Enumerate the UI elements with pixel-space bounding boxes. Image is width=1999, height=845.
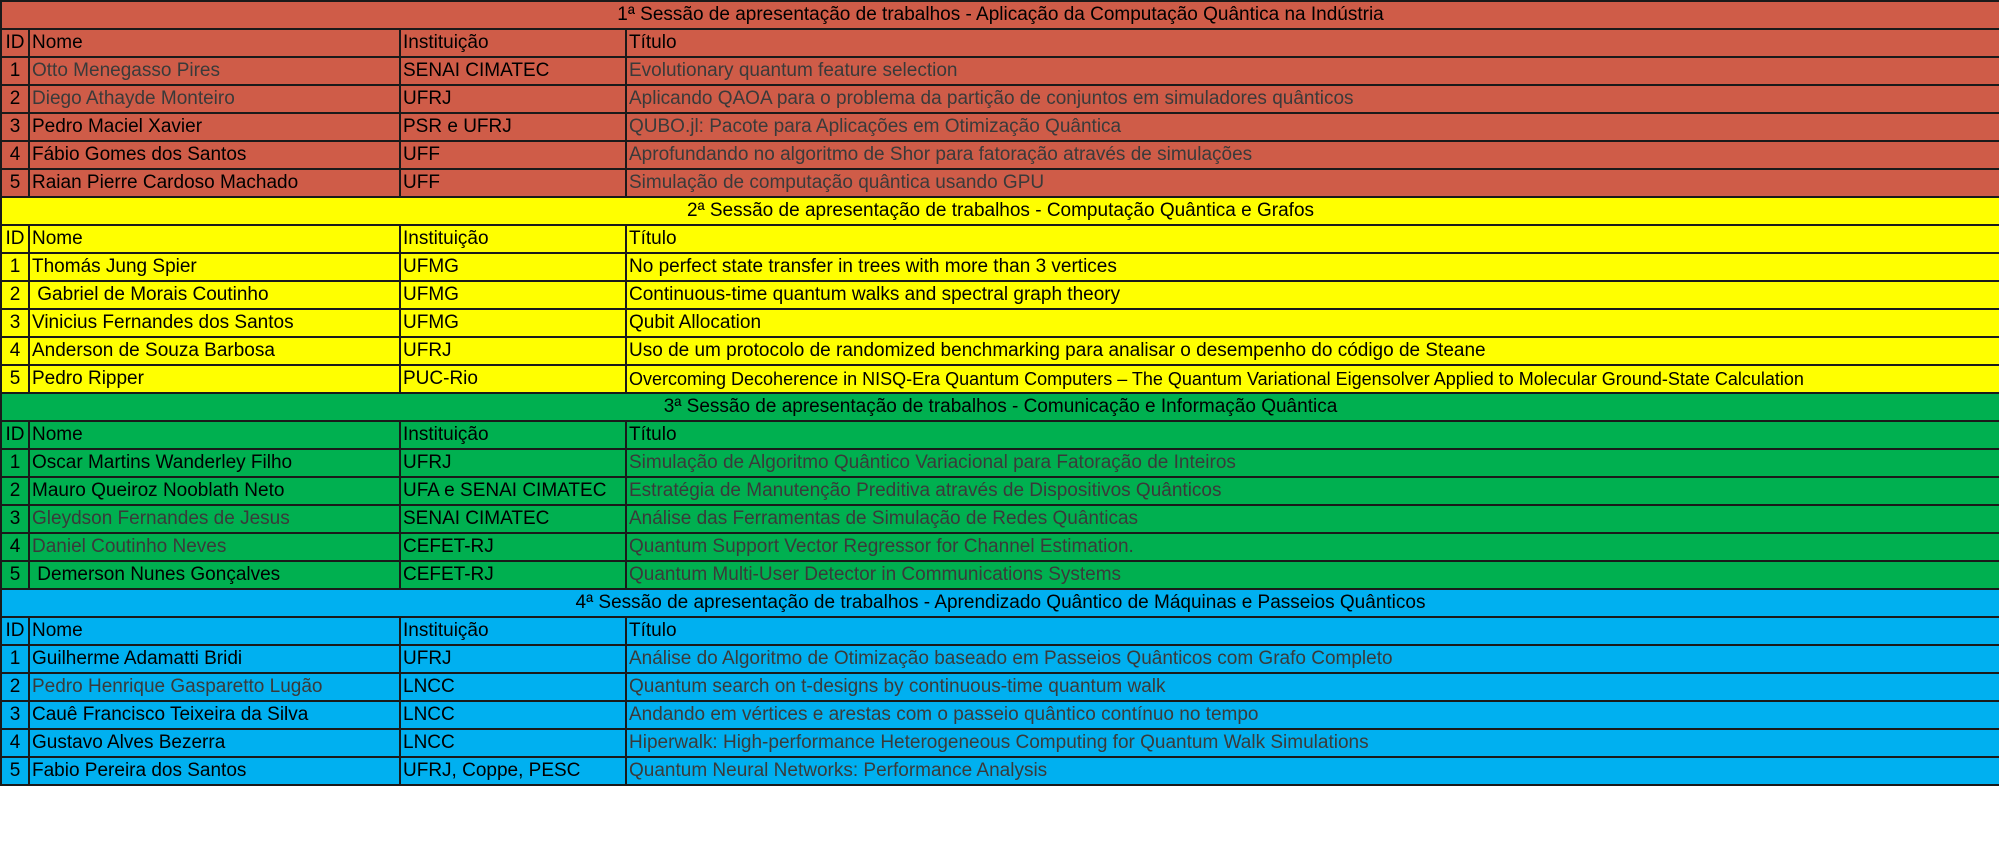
row-title: Simulação de Algoritmo Quântico Variacional para Fatoração de Inteiros bbox=[626, 449, 1999, 477]
table-row bbox=[1, 757, 1999, 785]
table-row bbox=[1, 673, 1999, 701]
row-name: Gabriel de Morais Coutinho bbox=[29, 281, 400, 309]
column-header-id: ID bbox=[1, 421, 29, 449]
session-4-heading: 4ª Sessão de apresentação de trabalhos - Aprendizado Quântico de Máquinas e Passeios Quânticos bbox=[1, 589, 1999, 617]
row-name: Raian Pierre Cardoso Machado bbox=[29, 169, 400, 197]
row-institution: UFF bbox=[400, 169, 626, 197]
row-title: Simulação de computação quântica usando GPU bbox=[626, 169, 1999, 197]
table-row bbox=[1, 701, 1999, 729]
session-3-heading-row bbox=[1, 393, 1999, 421]
row-name: Oscar Martins Wanderley Filho bbox=[29, 449, 400, 477]
row-institution: CEFET-RJ bbox=[400, 561, 626, 589]
column-header-title: Título bbox=[626, 421, 1999, 449]
row-name: Gleydson Fernandes de Jesus bbox=[29, 505, 400, 533]
row-title: Uso de um protocolo de randomized benchmarking para analisar o desempenho do código de Steane bbox=[626, 337, 1999, 365]
table-row bbox=[1, 533, 1999, 561]
row-title: Quantum Neural Networks: Performance Analysis bbox=[626, 757, 1999, 785]
row-title: Aplicando QAOA para o problema da partição de conjuntos em simuladores quânticos bbox=[626, 85, 1999, 113]
row-id: 3 bbox=[1, 701, 29, 729]
column-header-id: ID bbox=[1, 29, 29, 57]
row-name: Fábio Gomes dos Santos bbox=[29, 141, 400, 169]
table-row bbox=[1, 169, 1999, 197]
table-row bbox=[1, 281, 1999, 309]
column-header-name: Nome bbox=[29, 225, 400, 253]
column-header-name: Nome bbox=[29, 421, 400, 449]
session-4-header-row bbox=[1, 617, 1999, 645]
table-row bbox=[1, 141, 1999, 169]
row-id: 2 bbox=[1, 85, 29, 113]
column-header-name: Nome bbox=[29, 29, 400, 57]
row-id: 3 bbox=[1, 113, 29, 141]
row-id: 4 bbox=[1, 141, 29, 169]
row-institution: UFRJ bbox=[400, 85, 626, 113]
row-name: Gustavo Alves Bezerra bbox=[29, 729, 400, 757]
row-title: Continuous-time quantum walks and spectral graph theory bbox=[626, 281, 1999, 309]
row-name: Demerson Nunes Gonçalves bbox=[29, 561, 400, 589]
row-name: Thomás Jung Spier bbox=[29, 253, 400, 281]
row-institution: LNCC bbox=[400, 729, 626, 757]
row-title: Estratégia de Manutenção Preditiva através de Dispositivos Quânticos bbox=[626, 477, 1999, 505]
session-3-heading: 3ª Sessão de apresentação de trabalhos - Comunicação e Informação Quântica bbox=[1, 393, 1999, 421]
row-title: Overcoming Decoherence in NISQ-Era Quantum Computers – The Quantum Variational Eigensolver Applied to Molecular Ground-State Calculation bbox=[626, 365, 1999, 393]
table-row bbox=[1, 505, 1999, 533]
row-title: Evolutionary quantum feature selection bbox=[626, 57, 1999, 85]
row-title: Quantum Support Vector Regressor for Channel Estimation. bbox=[626, 533, 1999, 561]
row-name: Daniel Coutinho Neves bbox=[29, 533, 400, 561]
row-institution: UFRJ bbox=[400, 645, 626, 673]
row-title: Aprofundando no algoritmo de Shor para fatoração através de simulações bbox=[626, 141, 1999, 169]
table-row bbox=[1, 449, 1999, 477]
session-1-header-row bbox=[1, 29, 1999, 57]
row-id: 1 bbox=[1, 253, 29, 281]
row-institution: PUC-Rio bbox=[400, 365, 626, 393]
column-header-id: ID bbox=[1, 617, 29, 645]
row-institution: LNCC bbox=[400, 701, 626, 729]
row-name: Anderson de Souza Barbosa bbox=[29, 337, 400, 365]
row-institution: UFRJ, Coppe, PESC bbox=[400, 757, 626, 785]
column-header-title: Título bbox=[626, 29, 1999, 57]
row-institution: PSR e UFRJ bbox=[400, 113, 626, 141]
row-name: Pedro Ripper bbox=[29, 365, 400, 393]
row-institution: UFRJ bbox=[400, 449, 626, 477]
table-row bbox=[1, 561, 1999, 589]
row-id: 2 bbox=[1, 281, 29, 309]
session-2-header-row bbox=[1, 225, 1999, 253]
session-2-heading: 2ª Sessão de apresentação de trabalhos - Computação Quântica e Grafos bbox=[1, 197, 1999, 225]
column-header-institution: Instituição bbox=[400, 617, 626, 645]
table-row bbox=[1, 477, 1999, 505]
row-name: Vinicius Fernandes dos Santos bbox=[29, 309, 400, 337]
row-institution: CEFET-RJ bbox=[400, 533, 626, 561]
row-id: 1 bbox=[1, 449, 29, 477]
row-id: 1 bbox=[1, 57, 29, 85]
column-header-name: Nome bbox=[29, 617, 400, 645]
row-name: Fabio Pereira dos Santos bbox=[29, 757, 400, 785]
row-id: 3 bbox=[1, 505, 29, 533]
column-header-institution: Instituição bbox=[400, 225, 626, 253]
table-row bbox=[1, 85, 1999, 113]
row-id: 4 bbox=[1, 729, 29, 757]
row-id: 5 bbox=[1, 365, 29, 393]
row-name: Otto Menegasso Pires bbox=[29, 57, 400, 85]
row-institution: UFRJ bbox=[400, 337, 626, 365]
row-title: Qubit Allocation bbox=[626, 309, 1999, 337]
column-header-title: Título bbox=[626, 617, 1999, 645]
column-header-title: Título bbox=[626, 225, 1999, 253]
session-3-header-row bbox=[1, 421, 1999, 449]
row-institution: UFMG bbox=[400, 281, 626, 309]
row-id: 3 bbox=[1, 309, 29, 337]
session-1-heading-row bbox=[1, 1, 1999, 29]
row-institution: UFMG bbox=[400, 309, 626, 337]
row-id: 5 bbox=[1, 757, 29, 785]
row-title: Hiperwalk: High-performance Heterogeneous Computing for Quantum Walk Simulations bbox=[626, 729, 1999, 757]
row-id: 4 bbox=[1, 533, 29, 561]
session-2-heading-row bbox=[1, 197, 1999, 225]
table-row bbox=[1, 729, 1999, 757]
session-4-heading-row bbox=[1, 589, 1999, 617]
row-institution: LNCC bbox=[400, 673, 626, 701]
session-1-heading: 1ª Sessão de apresentação de trabalhos - Aplicação da Computação Quântica na Indústria bbox=[1, 1, 1999, 29]
row-name: Pedro Henrique Gasparetto Lugão bbox=[29, 673, 400, 701]
row-title: Quantum search on t-designs by continuous-time quantum walk bbox=[626, 673, 1999, 701]
row-title: Análise do Algoritmo de Otimização baseado em Passeios Quânticos com Grafo Completo bbox=[626, 645, 1999, 673]
table-row bbox=[1, 309, 1999, 337]
column-header-institution: Instituição bbox=[400, 421, 626, 449]
row-title: QUBO.jl: Pacote para Aplicações em Otimização Quântica bbox=[626, 113, 1999, 141]
row-id: 2 bbox=[1, 477, 29, 505]
row-institution: UFF bbox=[400, 141, 626, 169]
row-id: 4 bbox=[1, 337, 29, 365]
column-header-id: ID bbox=[1, 225, 29, 253]
table-row bbox=[1, 57, 1999, 85]
row-name: Guilherme Adamatti Bridi bbox=[29, 645, 400, 673]
row-name: Mauro Queiroz Nooblath Neto bbox=[29, 477, 400, 505]
row-name: Diego Athayde Monteiro bbox=[29, 85, 400, 113]
row-id: 5 bbox=[1, 561, 29, 589]
table-row bbox=[1, 365, 1999, 393]
row-institution: UFMG bbox=[400, 253, 626, 281]
table-row bbox=[1, 253, 1999, 281]
table-row bbox=[1, 113, 1999, 141]
row-id: 1 bbox=[1, 645, 29, 673]
row-institution: SENAI CIMATEC bbox=[400, 57, 626, 85]
row-name: Cauê Francisco Teixeira da Silva bbox=[29, 701, 400, 729]
row-institution: UFA e SENAI CIMATEC bbox=[400, 477, 626, 505]
column-header-institution: Instituição bbox=[400, 29, 626, 57]
row-id: 2 bbox=[1, 673, 29, 701]
row-id: 5 bbox=[1, 169, 29, 197]
row-name: Pedro Maciel Xavier bbox=[29, 113, 400, 141]
row-institution: SENAI CIMATEC bbox=[400, 505, 626, 533]
row-title: Andando em vértices e arestas com o passeio quântico contínuo no tempo bbox=[626, 701, 1999, 729]
table-row bbox=[1, 337, 1999, 365]
row-title: Análise das Ferramentas de Simulação de Redes Quânticas bbox=[626, 505, 1999, 533]
row-title: Quantum Multi-User Detector in Communications Systems bbox=[626, 561, 1999, 589]
row-title: No perfect state transfer in trees with more than 3 vertices bbox=[626, 253, 1999, 281]
table-row bbox=[1, 645, 1999, 673]
